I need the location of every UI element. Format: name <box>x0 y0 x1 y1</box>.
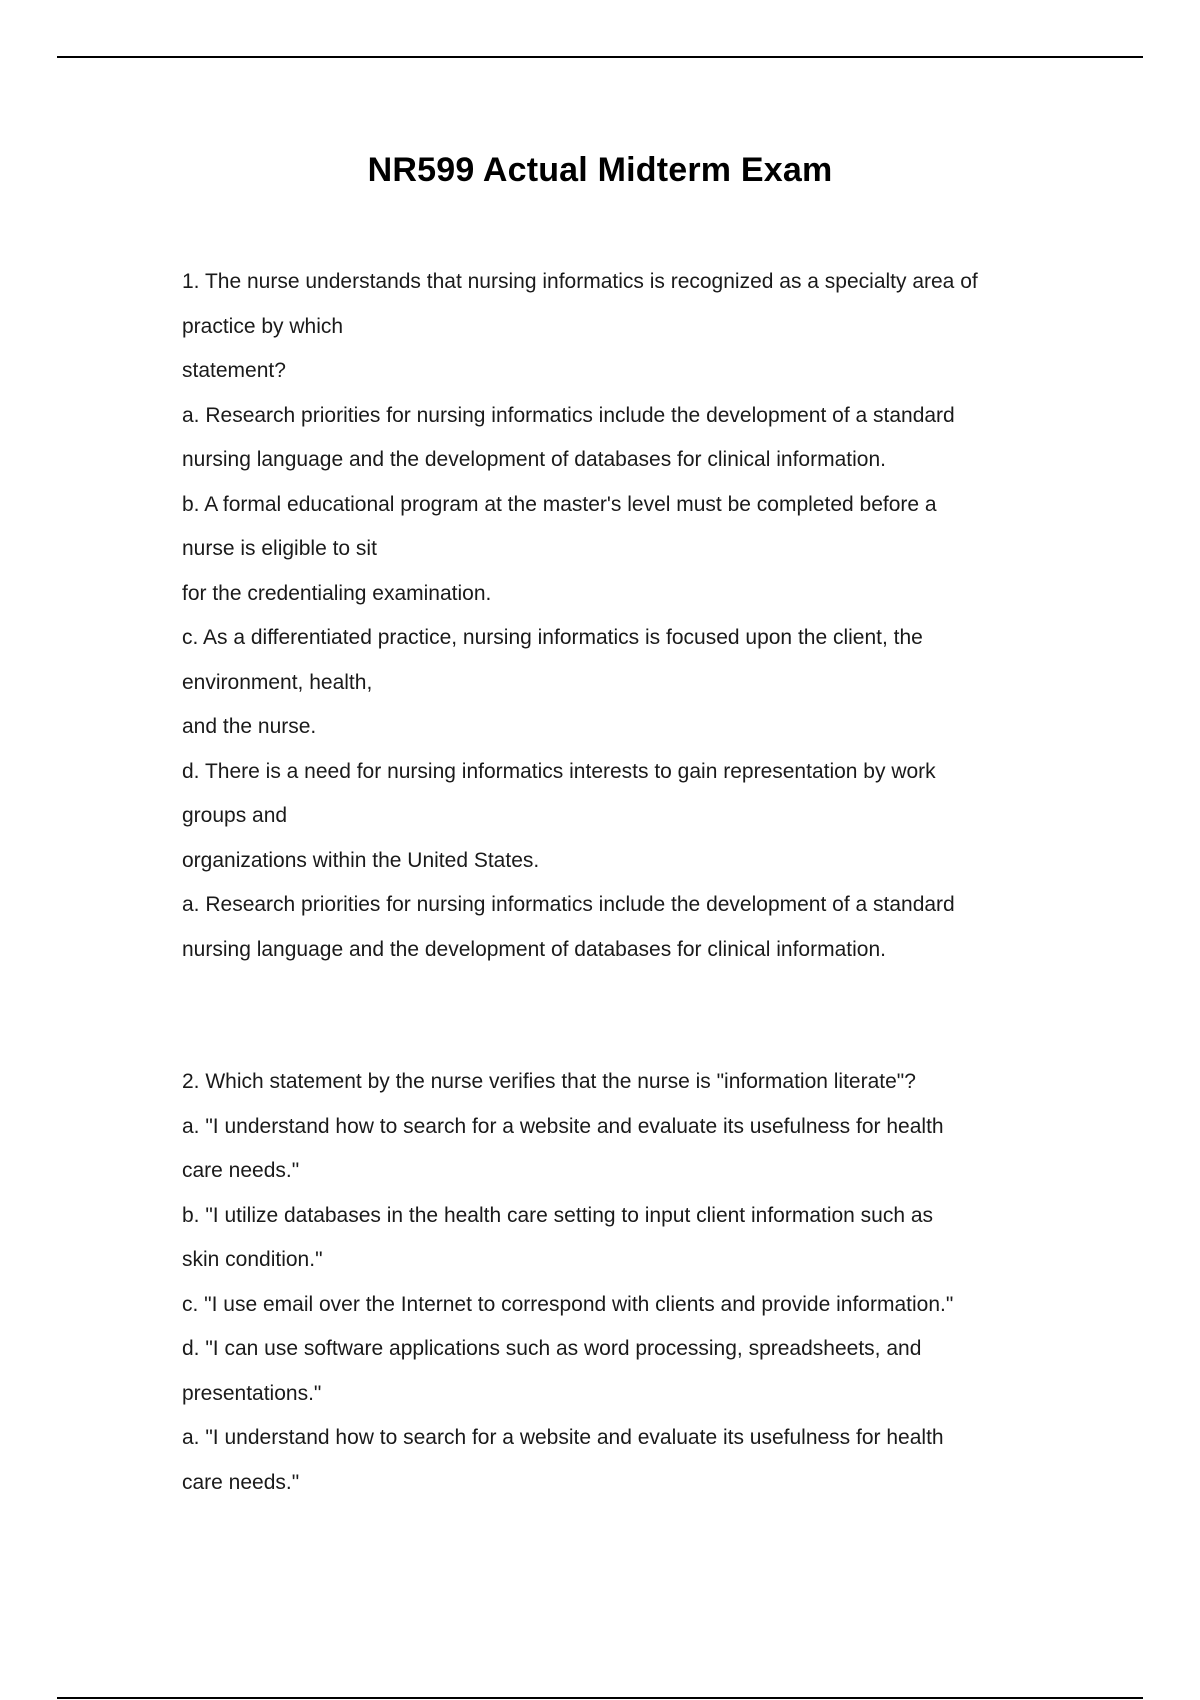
option-a: a. Research priorities for nursing informatics include the development of a standard <box>182 403 955 427</box>
option-b: nurse is eligible to sit <box>182 537 377 560</box>
answer: a. Research priorities for nursing informatics include the development of a standard <box>182 893 955 916</box>
option-a: care needs." <box>182 1159 300 1182</box>
option-d: presentations." <box>182 1381 322 1405</box>
option-c: c. "I use email over the Internet to correspond with clients and provide information." <box>182 1292 954 1316</box>
question-1 <box>182 260 1082 972</box>
option-d: d. There is a need for nursing informatics interests to gain representation by work <box>182 759 936 783</box>
option-d: organizations within the United States. <box>182 848 540 872</box>
option-c: c. As a differentiated practice, nursing informatics is focused upon the client, the <box>182 626 923 649</box>
bottom-rule <box>57 1697 1143 1699</box>
top-rule <box>57 56 1143 58</box>
answer: care needs." <box>182 1470 300 1494</box>
option-d: d. "I can use software applications such as word processing, spreadsheets, and <box>182 1337 922 1360</box>
option-b: for the credentialing examination. <box>182 581 492 605</box>
question-2 <box>182 1060 1082 1505</box>
option-c: environment, health, <box>182 670 373 694</box>
option-c: and the nurse. <box>182 715 317 738</box>
question-text: statement? <box>182 359 286 382</box>
page-title: NR599 Actual Midterm Exam <box>367 151 833 189</box>
option-a: a. "I understand how to search for a website and evaluate its usefulness for health <box>182 1114 944 1138</box>
option-b: b. "I utilize databases in the health care setting to input client information such as <box>182 1203 934 1227</box>
question-text: 2. Which statement by the nurse verifies that the nurse is "information literate"? <box>182 1070 916 1093</box>
option-d: groups and <box>182 804 288 827</box>
answer: a. "I understand how to search for a website and evaluate its usefulness for health <box>182 1426 944 1449</box>
option-b: skin condition." <box>182 1248 323 1271</box>
question-text: 1. The nurse understands that nursing informatics is recognized as a specialty area of <box>182 270 978 293</box>
answer: nursing language and the development of databases for clinical information. <box>182 937 886 961</box>
option-a: nursing language and the development of databases for clinical information. <box>182 448 886 471</box>
document-body <box>182 260 1082 1505</box>
option-b: b. A formal educational program at the master's level must be completed before a <box>182 492 937 516</box>
question-text: practice by which <box>182 314 344 338</box>
